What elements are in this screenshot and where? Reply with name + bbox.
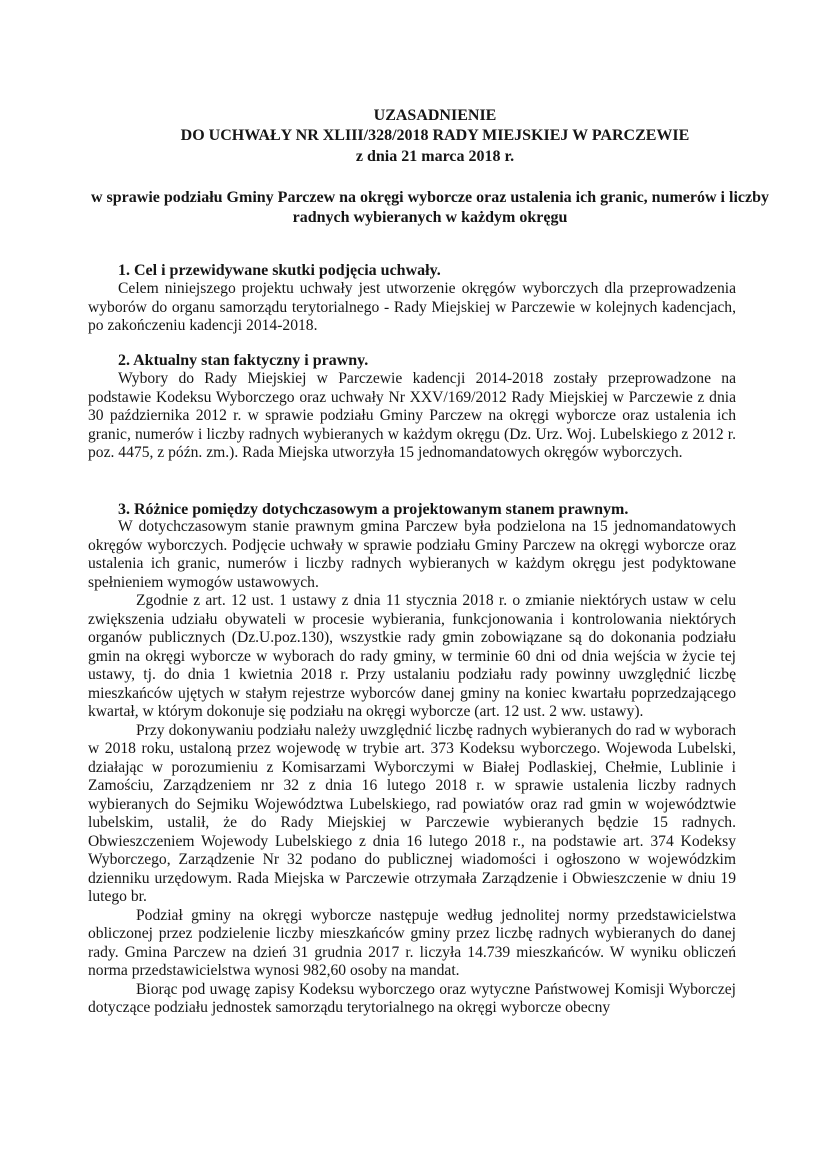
paragraph: Biorąc pod uwagę zapisy Kodeksu wyborczego oraz wytyczne Państwowej Komisji Wyborczej dotyczące podziału jednostek samorządu terytorialnego na okręgi wyborcze obecny (88, 980, 736, 1016)
resolution-subject: w sprawie podziału Gminy Parczew na okręgi wyborcze oraz ustalenia ich granic, numerów i liczby radnych wybieranych w każdym okręgu (90, 189, 769, 226)
paragraph: Podział gminy na okręgi wyborcze następuje według jednolitej normy przedstawicielstwa obliczonej przez podzielenie liczby mieszkańców gminy przez liczbę radnych wybieranych do danej rady. Gmina Parczew na dzień 31 grudnia 2017 r. liczyła 14.739 mieszkańców. W wyniku obliczeń norma przedstawicielstwa wynosi 982,60 osoby na mandat. (88, 906, 736, 979)
section-heading-3: 3. Różnice pomiędzy dotychczasowym a projektowanym stanem prawnym. (118, 501, 629, 518)
document-title: UZASADNIENIE (373, 107, 497, 124)
resolution-reference: DO UCHWAŁY NR XLIII/328/2018 RADY MIEJSKIEJ W PARCZEWIE (180, 127, 690, 144)
section-body-1 (88, 280, 736, 336)
paragraph: Celem niniejszego projektu uchwały jest utworzenie okręgów wyborczych dla przeprowadzenia wyborów do organu samorządu terytorialnego - Rady Miejskiej w Parczewie w kolejnych kadencjach, po zakończeniu kadencji 2014-2018. (88, 280, 736, 334)
resolution-date: z dnia 21 marca 2018 r. (355, 148, 515, 165)
section-heading-2: 2. Aktualny stan faktyczny i prawny. (118, 352, 369, 369)
paragraph: Wybory do Rady Miejskiej w Parczewie kadencji 2014-2018 zostały przeprowadzone na podstawie Kodeksu Wyborczego oraz uchwały Nr XXV/169/2012 Rady Miejskiej w Parczewie z dnia 30 października 2012 r. w sprawie podziału Gminy Parczew na okręgi wyborcze oraz ustalenia ich granic, numerów i liczby radnych wybieranych w każdym okręgu (Dz. Urz. Woj. Lubelskiego z 2012 r. poz. 4475, z późn. zm.). Rada Miejska utworzyła 15 jednomandatowych okręgów wyborczych. (88, 370, 736, 461)
section-heading-1: 1. Cel i przewidywane skutki podjęcia uchwały. (118, 262, 441, 279)
paragraph: Zgodnie z art. 12 ust. 1 ustawy z dnia 11 stycznia 2018 r. o zmianie niektórych ustaw w celu zwiększenia udziału obywateli w procesie wybierania, funkcjonowania i kontrolowania niektórych organów publicznych (Dz.U.poz.130), wszystkie rady gmin zobowiązane są do dokonania podziału gmin na okręgi wyborcze w wyborach do rady gminy, w terminie 60 dni od dnia wejścia w życie tej ustawy, tj. do dnia 1 kwietnia 2018 r. Przy ustalaniu podziału rady powinny uwzględnić liczbę mieszkańców ujętych w stałym rejestrze wyborców danej gminy na koniec kwartału poprzedzającego kwartał, w którym dokonuje się podziału na okręgi wyborcze (art. 12 ust. 2 ww. ustawy). (88, 592, 736, 720)
section-body-3 (88, 518, 736, 1018)
paragraph: W dotychczasowym stanie prawnym gmina Parczew była podzielona na 15 jednomandatowych okręgów wyborczych. Podjęcie uchwały w sprawie podziału Gminy Parczew na okręgi wyborcze oraz ustalenia ich granic, numerów i liczby radnych wybieranych w każdym okręgu jest podyktowane spełnieniem wymogów ustawowych. (88, 518, 736, 591)
section-body-2 (88, 370, 736, 463)
paragraph: Przy dokonywaniu podziału należy uwzględnić liczbę radnych wybieranych do rad w wyborach w 2018 roku, ustaloną przez wojewodę w trybie art. 373 Kodeksu wyborczego. Wojewoda Lubelski, działając w porozumieniu z Komisarzami Wyborczymi w Białej Podlaskiej, Chełmie, Lublinie i Zamościu, Zarządzeniem nr 32 z dnia 16 lutego 2018 r. w sprawie ustalenia liczby radnych wybieranych do Sejmiku Województwa Lubelskiego, rad powiatów oraz rad gmin w województwie lubelskim, ustalił, że do Rady Miejskiej w Parczewie wybieranych będzie 15 radnych. Obwieszczeniem Wojewody Lubelskiego z dnia 16 lutego 2018 r., na podstawie art. 374 Kodeksy Wyborczego, Zarządzenie Nr 32 podano do publicznej wiadomości i ogłoszono w wojewódzkim dzienniku urzędowym. Rada Miejska w Parczewie otrzymała Zarządzenie i Obwieszczenie w dniu 19 lutego br. (88, 721, 736, 905)
